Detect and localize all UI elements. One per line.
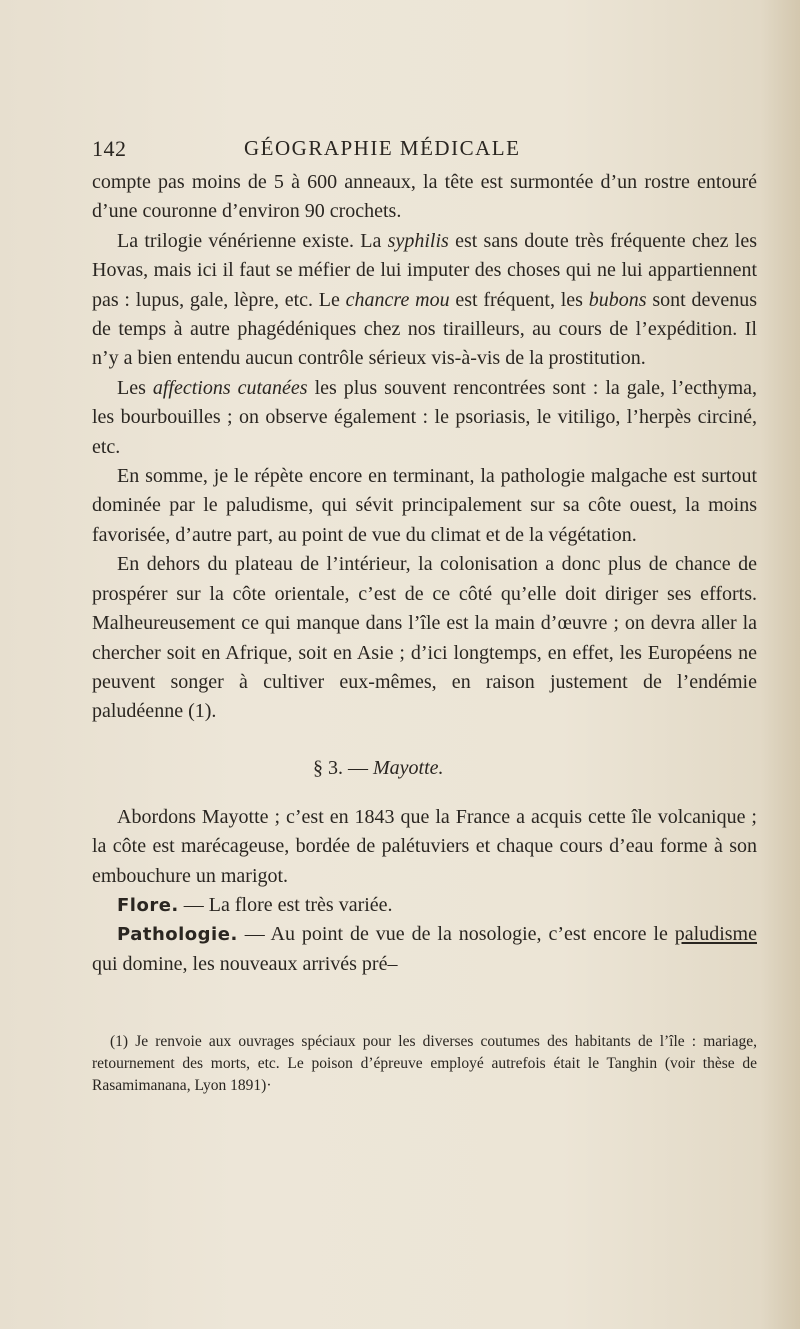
page-number: 142 [92, 136, 127, 161]
paragraph-text: — La flore est très variée. [178, 893, 393, 916]
running-title: GÉOGRAPHIE MÉDICALE [244, 136, 521, 160]
footnote-text: (1) Je renvoie aux ouvrages spéciaux pour les diverses coutumes des habitants de l’île : mariage, retournement des morts, etc. Le poison d’épreuve employé autrefois était le Tanghin (voir thèse de Rasamimanana, Lyon 1891)· [92, 1033, 757, 1094]
paragraph-text: La trilogie vénérienne existe. La [117, 229, 388, 252]
paragraph-text: — Au point de vue de la nosologie, c’est encore le [237, 923, 675, 946]
paragraph-text: Les [117, 376, 153, 399]
paragraph-2 [92, 227, 757, 374]
section-heading [92, 753, 757, 783]
paragraph-4 [92, 462, 757, 550]
paragraph-text: compte pas moins de 5 à 600 anneaux, la tête est surmontée d’un rostre entouré d’une couronne d’environ 90 crochets. [92, 171, 757, 223]
paragraph-6 [92, 803, 757, 891]
paragraph-text: En dehors du plateau de l’intérieur, la colonisation a donc plus de chance de prospérer sur la côte orientale, c’est de ce côté qu’elle doit diriger ses efforts. Malheureusement ce qui manque dans l’île est la main d’œuvre ; on devra aller la chercher soit en Afrique, soit en Asie ; d’ici longtemps, en effet, les Européens ne peuvent songer à cultiver eux-mêmes, en raison justement de l’endémie paludéenne (1). [92, 553, 757, 723]
paragraph-8 [92, 920, 757, 979]
footnote [92, 1031, 757, 1097]
subheading-pathologie: Pathologie. [117, 924, 238, 946]
paragraph-3 [92, 374, 757, 462]
page-header [92, 134, 752, 168]
main-text [92, 168, 757, 979]
emphasis-affections-cutanees: affections cutanées [152, 376, 308, 399]
section-number: § 3. — [313, 756, 373, 779]
emphasis-bubons: bubons [588, 288, 647, 311]
paragraph-1 [92, 168, 757, 227]
paragraph-text: est sans doute très fréquente chez les Hovas, mais ici il faut se méfier de lui imputer des choses qui ne lui appartiennent pas : lupus, gale, lèpre, etc. Le [92, 229, 758, 311]
paragraph-text: Abordons Mayotte ; c’est en 1843 que la France a acquis cette île volcanique ; la côte est marécageuse, bordée de palétuviers et chaque cours d’eau forme à son embouchure un marigot. [92, 805, 757, 887]
emphasis-syphilis: syphilis [387, 229, 449, 252]
paragraph-text: les plus souvent rencontrées sont : la gale, l’ecthyma, les bourbouilles ; on observe également : le psoriasis, le vitiligo, l’herpès circiné, etc. [92, 376, 757, 458]
paragraph-text: En somme, je le répète encore en terminant, la pathologie malgache est surtout dominée par le paludisme, qui sévit principalement sur sa côte ouest, la moins favorisée, d’autre part, au point de vue du climat et de la végétation. [92, 465, 757, 546]
paragraph-text: sont devenus de temps à autre phagédéniques chez nos tirailleurs, au cours de l’expédition. Il n’y a bien entendu aucun contrôle sérieux vis-à-vis de la prostitution. [92, 288, 757, 370]
emphasis-paludisme: paludisme [674, 923, 757, 946]
paragraph-7 [92, 891, 757, 920]
section-title: Mayotte. [373, 756, 444, 779]
paragraph-text: est fréquent, les [449, 288, 589, 311]
subheading-flore: Flore. [117, 894, 179, 916]
paragraph-text: qui domine, les nouveaux arrivés pré– [92, 952, 398, 975]
emphasis-chancre-mou: chancre mou [345, 288, 450, 311]
paragraph-5 [92, 550, 757, 726]
